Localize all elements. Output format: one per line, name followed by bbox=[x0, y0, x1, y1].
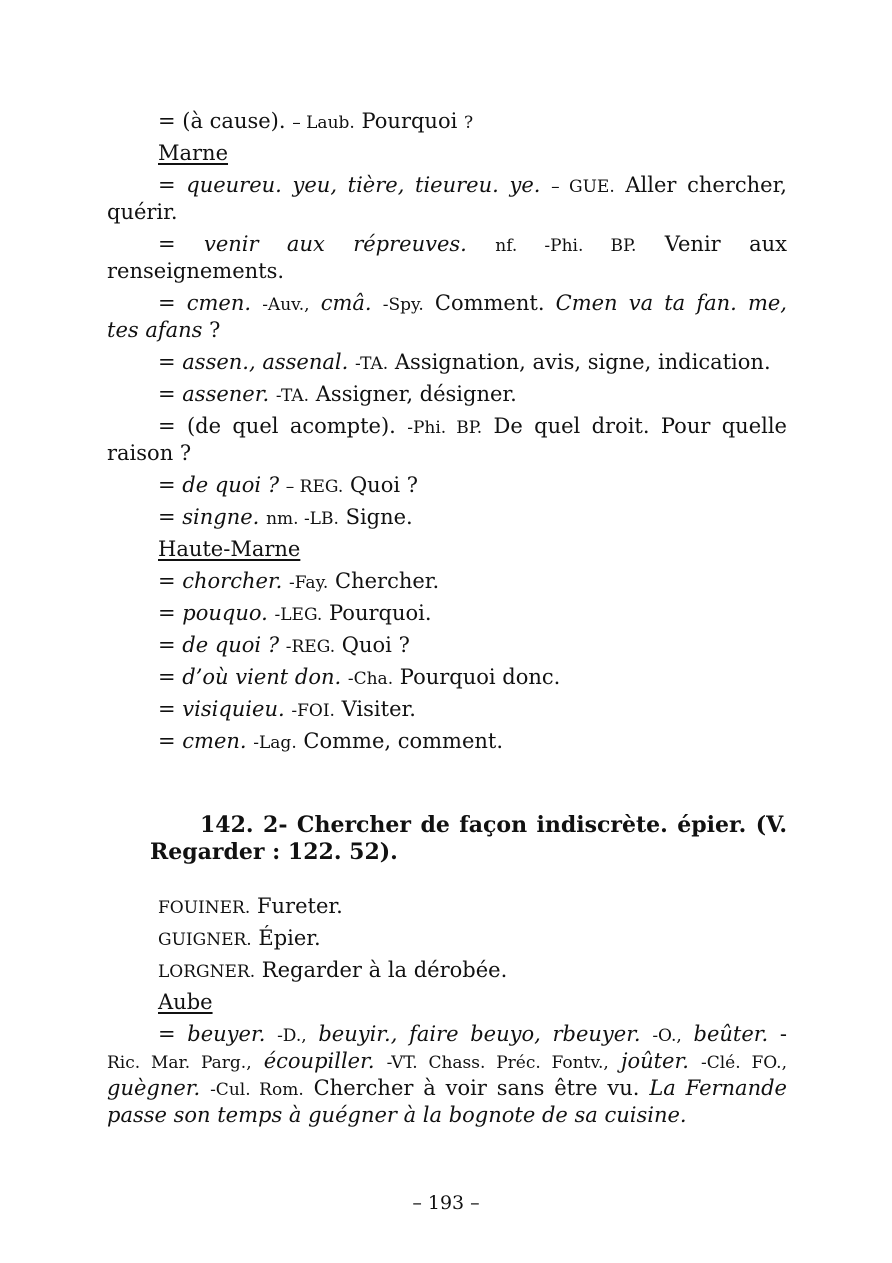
entry-line bbox=[107, 1074, 787, 1104]
source-abbr: -TA. bbox=[354, 354, 389, 374]
source-abbr: -TA. bbox=[275, 386, 310, 406]
punctuation: ? bbox=[209, 318, 221, 342]
term: écoupiller. bbox=[263, 1049, 375, 1073]
entry-line bbox=[107, 439, 787, 467]
source-abbr: -O., bbox=[652, 1026, 682, 1046]
term: = chorcher. bbox=[158, 569, 283, 593]
source-abbr: -Lag. bbox=[253, 733, 297, 753]
definition: Aller chercher, bbox=[625, 173, 787, 197]
page-number: – 193 – bbox=[412, 1192, 480, 1214]
entry-line bbox=[107, 198, 787, 226]
region-label: Marne bbox=[158, 141, 229, 165]
source-abbr: nm. -LB. bbox=[266, 509, 339, 529]
entry-line bbox=[107, 412, 787, 442]
source-abbr: -Spy. bbox=[382, 295, 424, 315]
term: = d’où vient don. bbox=[158, 665, 342, 689]
definition: Chercher à voir sans être vu. bbox=[313, 1076, 640, 1100]
example: La Fernande bbox=[649, 1076, 787, 1100]
term: joûter. bbox=[620, 1049, 689, 1073]
source-abbr: -FOI. bbox=[291, 701, 335, 721]
definition: Venir aux bbox=[664, 232, 787, 256]
definition: Quoi ? bbox=[341, 633, 410, 657]
headword: GUIGNER. bbox=[158, 930, 252, 950]
term: = cmen. bbox=[158, 729, 247, 753]
definition: Pourquoi. bbox=[329, 601, 432, 625]
term: = singne. bbox=[158, 505, 260, 529]
region-heading-haute-marne bbox=[107, 535, 787, 563]
source-abbr: Ric. Mar. Parg., bbox=[107, 1053, 252, 1073]
entry-line bbox=[107, 631, 787, 661]
example: passe son temps à guégner à la bognote de sa cuisine. bbox=[107, 1103, 687, 1127]
entry-line bbox=[107, 663, 787, 693]
entry-line bbox=[107, 727, 787, 757]
term: cmâ. bbox=[320, 291, 372, 315]
source-abbr: – REG. bbox=[285, 477, 344, 497]
definition: Assignation, avis, signe, indication. bbox=[394, 350, 771, 374]
region-label: Aube bbox=[158, 990, 213, 1014]
definition: Assigner, désigner. bbox=[315, 382, 517, 406]
entry-line bbox=[107, 289, 787, 319]
region-heading-aube bbox=[107, 988, 787, 1016]
entry-line bbox=[107, 171, 787, 201]
source-abbr: -LEG. bbox=[274, 605, 323, 625]
term: guègner. bbox=[107, 1076, 201, 1100]
entry-line bbox=[107, 567, 787, 597]
term: = cmen. bbox=[158, 291, 252, 315]
entry-line bbox=[107, 380, 787, 410]
definition: Pourquoi donc. bbox=[399, 665, 561, 689]
source-abbr: -REG. bbox=[285, 637, 336, 657]
term: = de quoi ? bbox=[158, 633, 280, 657]
term: = visiquieu. bbox=[158, 697, 285, 721]
definition: renseignements. bbox=[107, 259, 285, 283]
punctuation: - bbox=[779, 1022, 787, 1046]
section-heading bbox=[150, 838, 787, 866]
entry-line bbox=[107, 695, 787, 725]
definition: Pourquoi bbox=[361, 109, 458, 133]
term: = assen., assenal. bbox=[158, 350, 349, 374]
entry-line bbox=[107, 316, 787, 344]
source-abbr: -Clé. FO., bbox=[700, 1053, 787, 1073]
entry-line bbox=[107, 599, 787, 629]
definition-line bbox=[107, 956, 787, 986]
definition-line bbox=[107, 892, 787, 922]
section-heading bbox=[150, 811, 787, 839]
term: = queureu. yeu, tière, tieureu. ye. bbox=[158, 173, 541, 197]
source-abbr: -Cul. Rom. bbox=[210, 1080, 304, 1100]
definition: Comme, comment. bbox=[303, 729, 504, 753]
section-heading-line: Regarder : 122. 52). bbox=[150, 839, 398, 865]
term: = pouquo. bbox=[158, 601, 268, 625]
definition: Comment. bbox=[434, 291, 545, 315]
definition: Épier. bbox=[258, 926, 321, 950]
term: beuyir., faire beuyo, rbeuyer. bbox=[318, 1022, 641, 1046]
example: Cmen va ta fan. me, bbox=[555, 291, 787, 315]
source-abbr: -Cha. bbox=[347, 669, 394, 689]
definition: quérir. bbox=[107, 200, 178, 224]
definition: De quel droit. Pour quelle bbox=[493, 414, 787, 438]
source-abbr: -Phi. BP. bbox=[407, 418, 483, 438]
term: = venir aux répreuves. bbox=[158, 232, 467, 256]
region-label: Haute-Marne bbox=[158, 537, 301, 561]
section-heading-line: 142. 2- Chercher de façon indiscrète. épier. (V. bbox=[200, 812, 787, 838]
term: = de quoi ? bbox=[158, 473, 280, 497]
source-abbr: – GUE. bbox=[551, 177, 615, 197]
entry-line bbox=[107, 257, 787, 285]
entry-line bbox=[107, 107, 787, 137]
source-abbr: -VT. Chass. Préc. Fontv., bbox=[386, 1053, 609, 1073]
definition: Fureter. bbox=[256, 894, 343, 918]
term: beûter. bbox=[693, 1022, 769, 1046]
term: = beuyer. bbox=[158, 1022, 266, 1046]
source-abbr: – Laub. bbox=[292, 113, 355, 133]
entry-line bbox=[107, 348, 787, 378]
definition: Signe. bbox=[345, 505, 413, 529]
headword: FOUINER. bbox=[158, 898, 251, 918]
definition-line bbox=[107, 924, 787, 954]
term: = (de quel acompte). bbox=[158, 414, 396, 438]
source-abbr: -Fay. bbox=[289, 573, 329, 593]
definition: raison ? bbox=[107, 441, 192, 465]
term: = assener. bbox=[158, 382, 270, 406]
definition: Quoi ? bbox=[349, 473, 418, 497]
source-abbr: -Auv., bbox=[262, 295, 310, 315]
source-abbr: -D., bbox=[277, 1026, 307, 1046]
region-heading-marne bbox=[107, 139, 787, 167]
example: tes afans bbox=[107, 318, 203, 342]
entry-line bbox=[107, 1020, 787, 1050]
definition: Regarder à la dérobée. bbox=[261, 958, 508, 982]
definition: Chercher. bbox=[335, 569, 440, 593]
headword: LORGNER. bbox=[158, 962, 256, 982]
entry-line bbox=[107, 1047, 787, 1077]
entry-line bbox=[107, 230, 787, 260]
entry-line bbox=[107, 503, 787, 533]
definition: Visiter. bbox=[341, 697, 416, 721]
entry-line bbox=[107, 1101, 787, 1129]
source-abbr: nf. -Phi. BP. bbox=[495, 236, 637, 256]
term: = (à cause). bbox=[158, 109, 286, 133]
punctuation: ? bbox=[464, 113, 474, 133]
entry-line bbox=[107, 471, 787, 501]
